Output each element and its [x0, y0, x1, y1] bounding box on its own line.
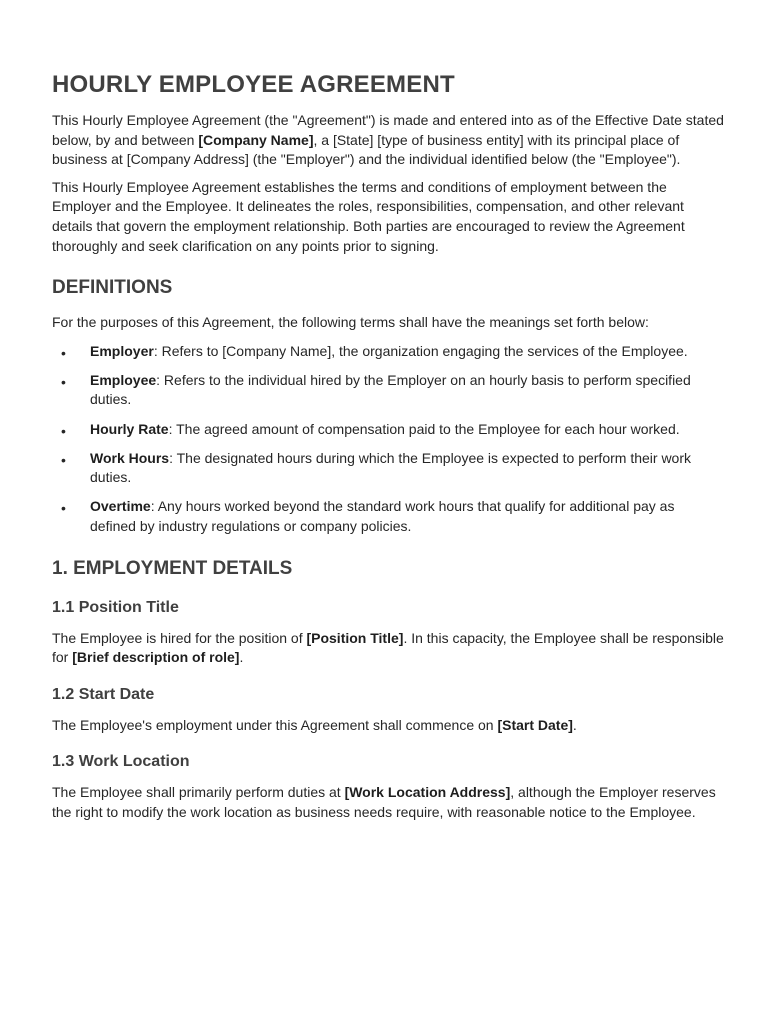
- definition-term: Hourly Rate: [90, 420, 169, 437]
- bullet-icon: •: [61, 373, 66, 390]
- definition-text: : The designated hours during which the Employee is expected to perform their work duties.: [90, 449, 692, 486]
- intro-paragraph-2: This Hourly Employee Agreement establishes the terms and conditions of employment between the Employer and the Employee. It delineates the roles, responsibilities, compensation, and other relevant details that govern the employment relationship. Both parties are encouraged to review the Agreement thoroughly and seek clarification on any points prior to signing.: [52, 178, 685, 254]
- company-name-placeholder: [Company Name]: [198, 131, 314, 148]
- start-date-heading: 1.2 Start Date: [52, 685, 155, 703]
- position-text: .: [239, 649, 244, 666]
- definition-term: Overtime: [90, 498, 151, 515]
- position-text: The Employee is hired for the position of: [52, 629, 307, 646]
- intro-paragraph-1: [52, 111, 724, 170]
- definition-item-hourly-rate: [52, 420, 724, 440]
- role-description-placeholder: [Brief description of role]: [72, 649, 240, 666]
- definition-item-employer: [52, 342, 724, 362]
- intro-text: This Hourly Employee Agreement (the "Agreement") is made and entered into as of the Effective Date stated below, by and between: [52, 112, 724, 148]
- bullet-icon: •: [61, 451, 66, 468]
- definitions-lead: For the purposes of this Agreement, the following terms shall have the meanings set forth below:: [52, 314, 649, 331]
- definition-text: : The agreed amount of compensation paid to the Employee for each hour worked.: [168, 420, 680, 437]
- position-title-paragraph: [52, 629, 724, 668]
- definitions-heading: DEFINITIONS: [52, 277, 173, 299]
- bullet-icon: •: [61, 422, 66, 439]
- definition-item-overtime: [52, 497, 724, 536]
- document-title: HOURLY EMPLOYEE AGREEMENT: [52, 71, 455, 98]
- work-location-text: The Employee shall primarily perform duties at: [52, 784, 345, 801]
- definition-item-work-hours: [52, 449, 724, 488]
- work-location-text: , although the Employer reserves the right to modify the work location as business needs require, with reasonable notice to the Employee.: [52, 784, 716, 820]
- start-date-text: .: [572, 716, 577, 733]
- start-date-paragraph: [52, 716, 724, 736]
- employment-details-heading: 1. EMPLOYMENT DETAILS: [52, 557, 293, 579]
- start-date-placeholder: [Start Date]: [497, 716, 573, 733]
- bullet-icon: •: [61, 344, 66, 361]
- position-text: . In this capacity, the Employee shall be responsible for: [52, 629, 724, 666]
- work-location-paragraph: [52, 783, 724, 822]
- definition-text: : Refers to the individual hired by the Employer on an hourly basis to perform specified duties.: [90, 371, 691, 408]
- definition-item-employee: [52, 371, 724, 410]
- start-date-text: The Employee's employment under this Agreement shall commence on: [52, 716, 498, 733]
- definition-term: Work Hours: [90, 449, 170, 466]
- definitions-list: [52, 342, 724, 537]
- position-title-placeholder: [Position Title]: [306, 629, 404, 646]
- position-title-heading: 1.1 Position Title: [52, 598, 179, 616]
- definition-text: : Refers to [Company Name], the organization engaging the services of the Employee.: [153, 342, 688, 359]
- definition-term: Employee: [90, 371, 157, 388]
- work-location-placeholder: [Work Location Address]: [344, 784, 511, 801]
- definition-text: : Any hours worked beyond the standard work hours that qualify for additional pay as defined by industry regulations or company policies.: [90, 498, 675, 534]
- bullet-icon: •: [61, 500, 66, 517]
- document-content: [52, 70, 724, 830]
- definition-term: Employer: [90, 342, 154, 359]
- intro-text: , a [State] [type of business entity] with its principal place of business at [Company Address] (the "Employer") and the individual identified below (the "Employee").: [52, 131, 681, 168]
- work-location-heading: 1.3 Work Location: [52, 753, 190, 771]
